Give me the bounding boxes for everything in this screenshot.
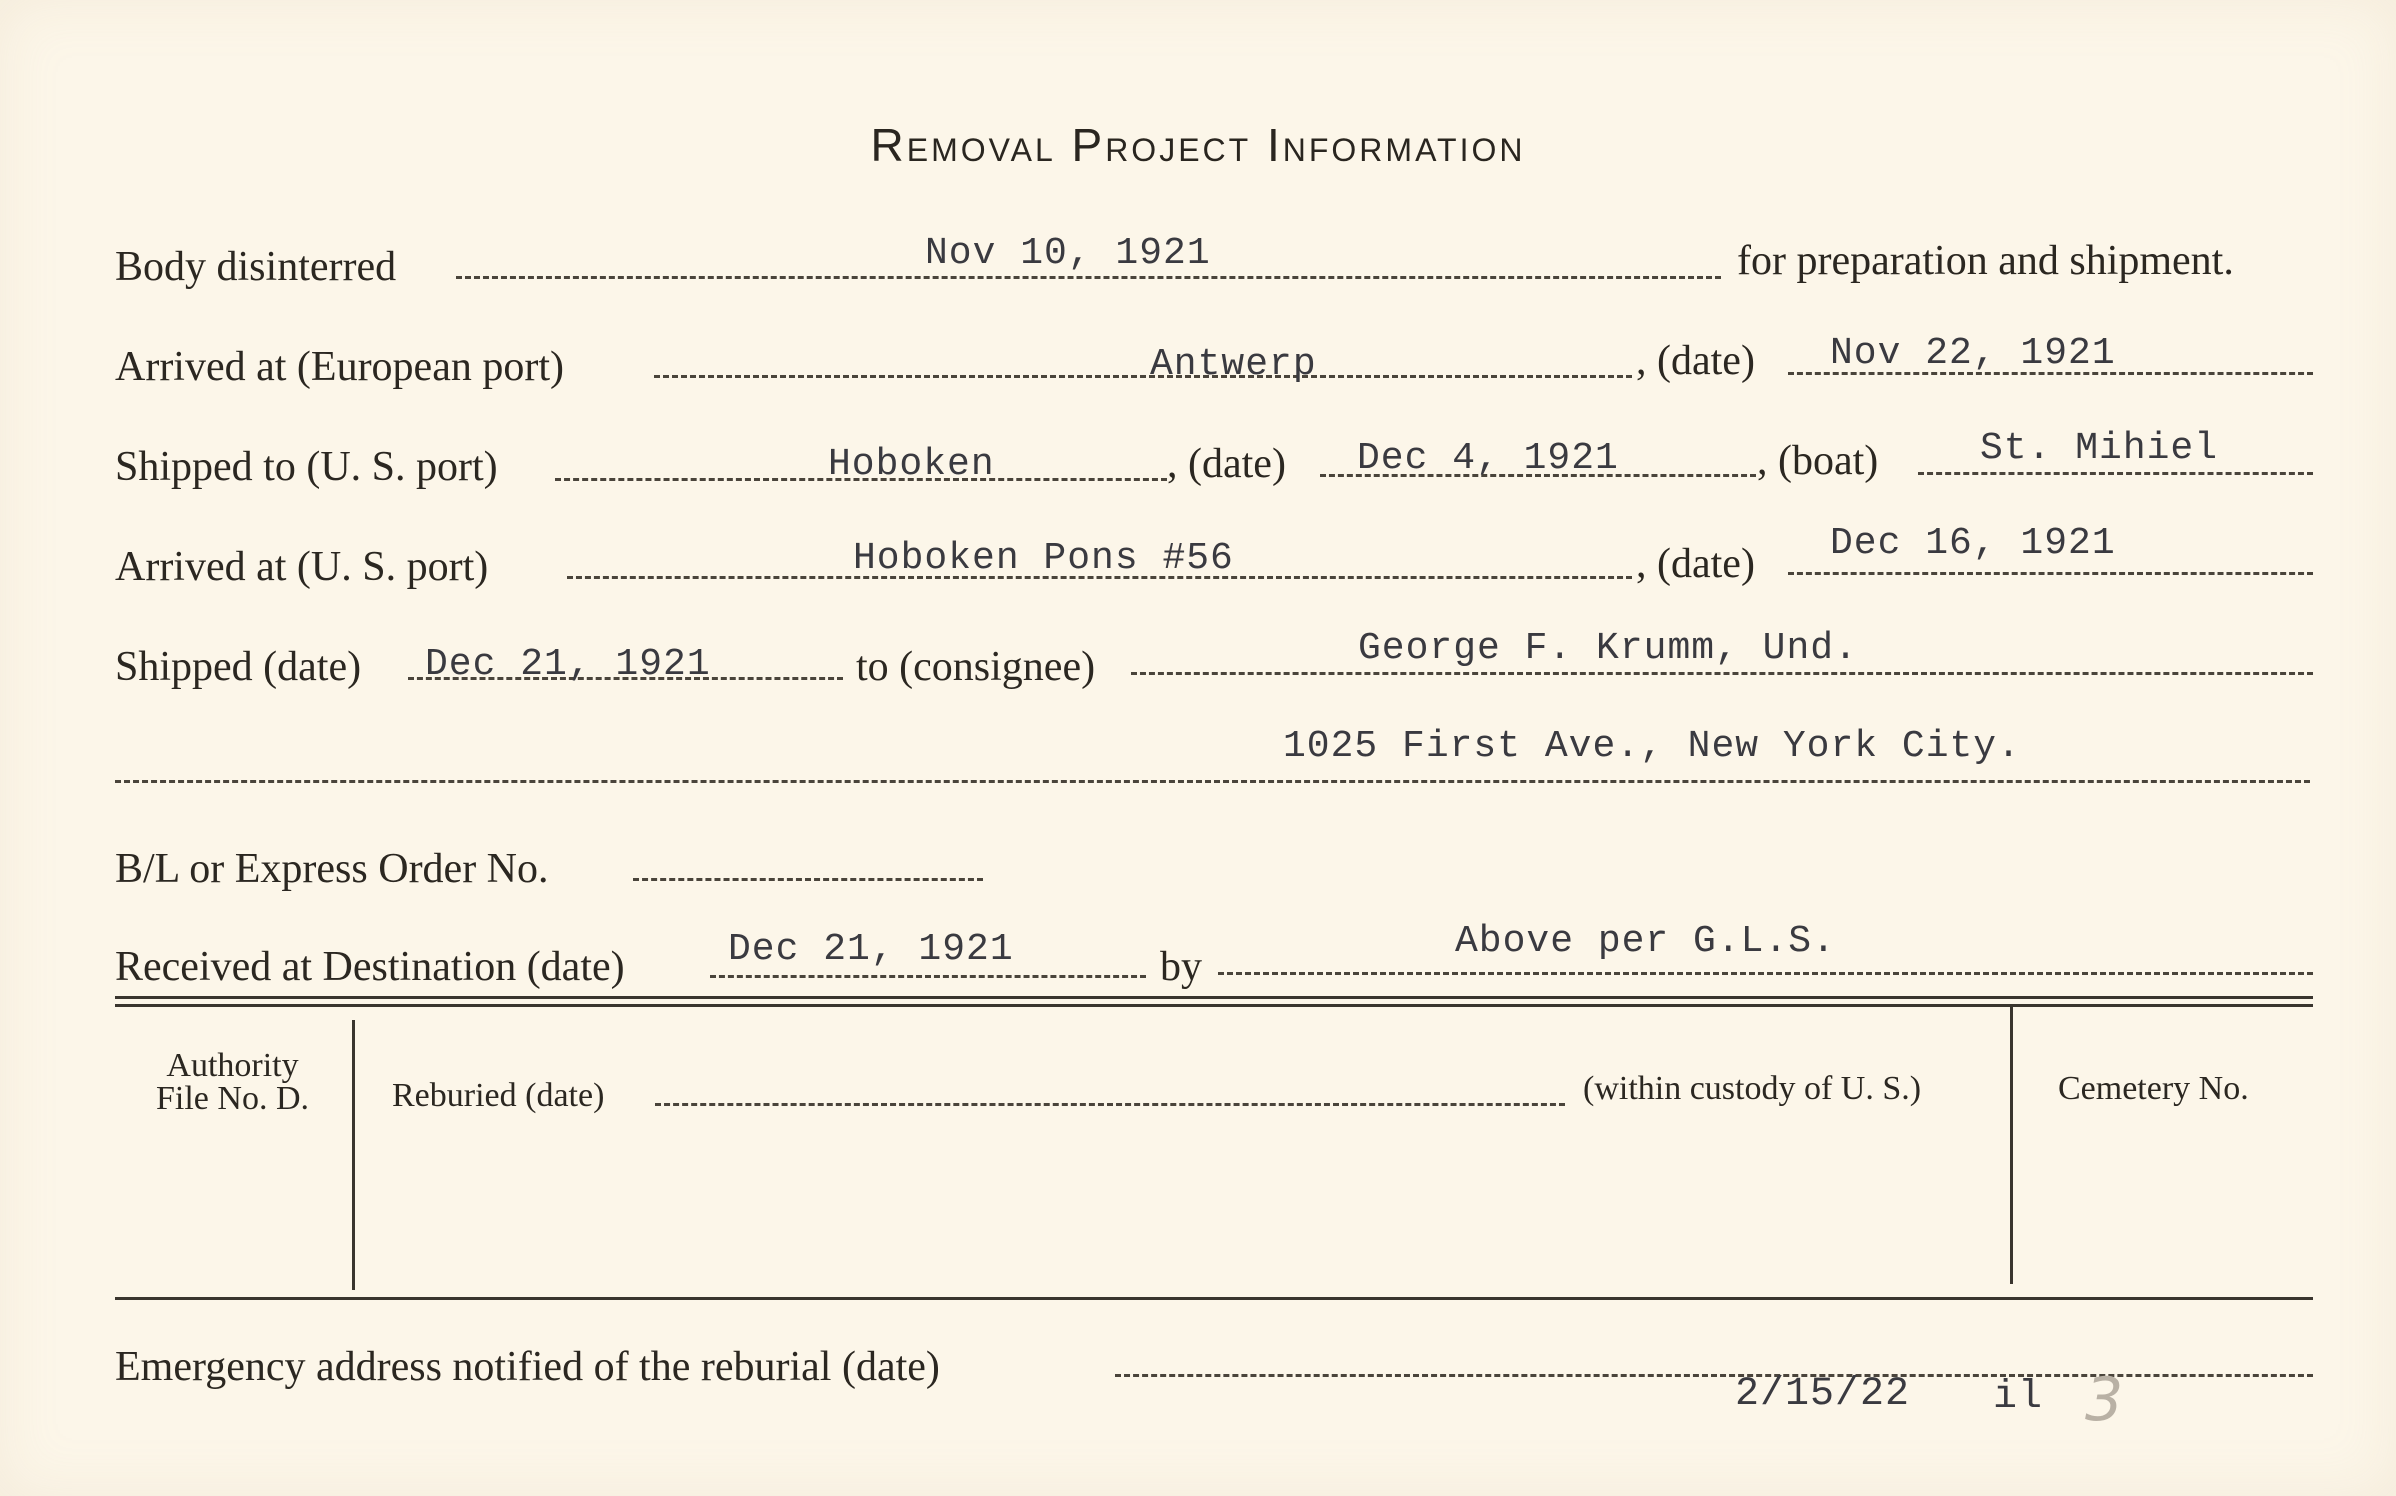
received-by-line	[1218, 972, 2313, 975]
custody-label: (within custody of U. S.)	[1583, 1070, 1922, 1107]
consignee-label: to (consignee)	[856, 644, 1096, 690]
box-top-rule-1	[115, 996, 2313, 999]
us-port-arrived-value: Hoboken Pons #56	[853, 537, 1234, 580]
european-date-value: Nov 22, 1921	[1830, 332, 2116, 375]
european-port-label: Arrived at (European port)	[115, 344, 564, 390]
boat-label: , (boat)	[1757, 438, 1879, 484]
shipped-label: Shipped (date)	[115, 644, 362, 690]
cemetery-label: Cemetery No.	[2058, 1070, 2249, 1107]
us-port-shipped-label: Shipped to (U. S. port)	[115, 444, 498, 490]
shipped-date-label: , (date)	[1167, 441, 1286, 487]
body-disinterred-line	[456, 276, 1721, 279]
arrived-date-value: Dec 16, 1921	[1830, 522, 2116, 565]
bl-order-label: B/L or Express Order No.	[115, 846, 549, 892]
boat-line	[1918, 472, 2313, 475]
bl-order-line	[633, 878, 983, 881]
arrived-date-line	[1788, 572, 2313, 575]
us-port-shipped-value: Hoboken	[828, 443, 995, 486]
us-port-arrived-label: Arrived at (U. S. port)	[115, 544, 489, 590]
pencil-mark: 3	[2085, 1365, 2125, 1435]
body-disinterred-value: Nov 10, 1921	[925, 232, 1211, 275]
received-by-value: Above per G.L.S.	[1455, 920, 1836, 963]
emergency-label: Emergency address notified of the reburial (date)	[115, 1344, 940, 1390]
address-line	[115, 780, 2310, 783]
reburied-line	[655, 1103, 1565, 1106]
box-top-rule-2	[115, 1004, 2313, 1007]
reburied-label: Reburied (date)	[392, 1077, 605, 1114]
emergency-line	[1115, 1374, 2313, 1377]
boat-value: St. Mihiel	[1980, 427, 2219, 470]
received-date-line	[710, 975, 1146, 978]
box-divider-right	[2010, 1004, 2013, 1284]
received-date-value: Dec 21, 1921	[728, 928, 1014, 971]
box-bottom-rule	[115, 1297, 2313, 1300]
european-port-line	[654, 375, 1632, 378]
body-disinterred-label: Body disinterred	[115, 244, 397, 290]
emergency-date: 2/15/22	[1735, 1372, 1911, 1417]
european-date-label: , (date)	[1636, 338, 1755, 384]
consignee-value: George F. Krumm, Und.	[1358, 627, 1858, 670]
received-destination-label: Received at Destination (date)	[115, 944, 625, 990]
received-by-label: by	[1160, 944, 1202, 990]
authority-label-1: Authority	[166, 1047, 299, 1084]
box-divider-left	[352, 1020, 355, 1290]
page-title: Removal Project Information	[870, 119, 1526, 171]
arrived-date-label: , (date)	[1636, 541, 1755, 587]
shipped-date-value: Dec 4, 1921	[1357, 437, 1619, 480]
authority-label-2: File No. D.	[156, 1080, 309, 1117]
european-port-value: Antwerp	[1150, 343, 1317, 386]
shipped-value: Dec 21, 1921	[425, 643, 711, 686]
preparation-label: for preparation and shipment.	[1737, 238, 2234, 284]
consignee-address: 1025 First Ave., New York City.	[1283, 725, 2021, 768]
emergency-initials: il	[1993, 1375, 2044, 1420]
consignee-line	[1131, 672, 2313, 675]
